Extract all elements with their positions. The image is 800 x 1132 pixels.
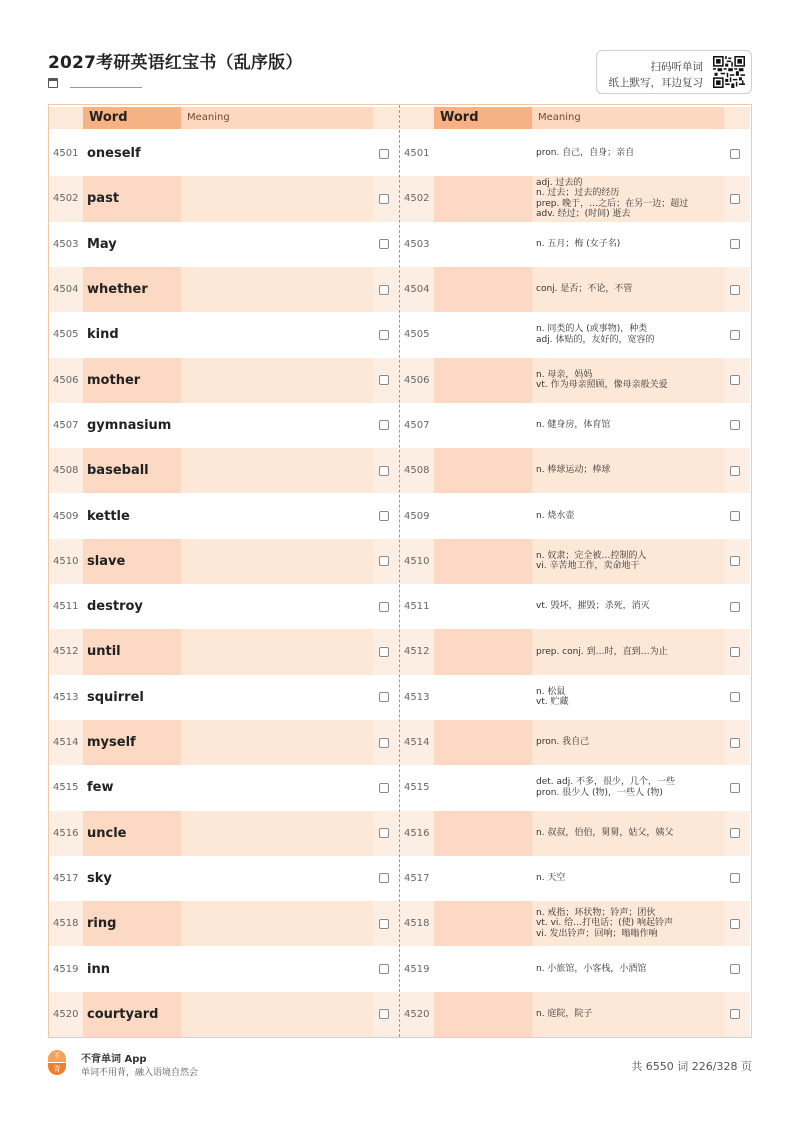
meaning-text: n. 烧水壶 (536, 510, 575, 521)
left-table-row (49, 675, 399, 720)
qr-code-icon[interactable] (713, 56, 745, 88)
right-meaning-header: Meaning (532, 107, 724, 129)
left-table-row (49, 403, 399, 448)
meaning-cell-bg (181, 992, 373, 1037)
meaning-cell-bg (181, 811, 373, 856)
entry-number: 4518 (53, 918, 79, 930)
review-checkbox[interactable] (730, 239, 740, 249)
entry-number: 4515 (53, 782, 79, 794)
review-checkbox[interactable] (730, 149, 740, 159)
review-checkbox[interactable] (730, 466, 740, 476)
review-checkbox[interactable] (379, 1009, 389, 1019)
checkbox-cell (379, 946, 391, 991)
meaning-text: pron. 我自己 (536, 737, 590, 748)
review-checkbox[interactable] (379, 420, 389, 430)
meaning-cell-bg (181, 675, 373, 720)
checkbox-cell (379, 358, 391, 403)
word-cell-bg (434, 176, 532, 221)
checkbox-cell (379, 403, 391, 448)
calendar-icon (48, 78, 58, 88)
left-check-header (373, 107, 399, 129)
word-text: baseball (87, 463, 149, 479)
word-cell-bg (434, 629, 532, 674)
left-table-row (49, 992, 399, 1037)
entry-number: 4506 (53, 374, 79, 386)
qr-caption-line1: 扫码听单词 (650, 61, 703, 73)
right-table-row (400, 811, 750, 856)
word-text: until (87, 644, 121, 660)
entry-number: 4507 (404, 419, 430, 431)
review-checkbox[interactable] (730, 738, 740, 748)
meaning-text: n. 松鼠 vt. 贮藏 (536, 686, 569, 708)
checkbox-cell (730, 312, 742, 357)
entry-number: 4520 (53, 1008, 79, 1020)
meaning-text: n. 棒球运动；棒球 (536, 465, 611, 476)
review-checkbox[interactable] (730, 647, 740, 657)
review-checkbox[interactable] (730, 511, 740, 521)
review-checkbox[interactable] (379, 149, 389, 159)
meaning-cell-bg (181, 765, 373, 810)
word-cell-bg (434, 539, 532, 584)
entry-number: 4516 (53, 827, 79, 839)
review-checkbox[interactable] (379, 647, 389, 657)
entry-number: 4511 (404, 601, 430, 613)
right-table-row (400, 176, 750, 221)
right-table-row (400, 720, 750, 765)
review-checkbox[interactable] (379, 330, 389, 340)
left-meaning-header: Meaning (181, 107, 373, 129)
meaning-text: prep. conj. 到…时，直到…为止 (536, 646, 668, 657)
page-footer (48, 1050, 752, 1080)
meaning-cell-bg (181, 493, 373, 538)
review-checkbox[interactable] (730, 1009, 740, 1019)
word-cell-bg (434, 584, 532, 629)
review-checkbox[interactable] (379, 511, 389, 521)
right-table-row (400, 675, 750, 720)
word-text: mother (87, 372, 141, 388)
word-cell-bg (434, 493, 532, 538)
checkbox-cell (730, 765, 742, 810)
right-table-row (400, 584, 750, 629)
checkbox-cell (730, 403, 742, 448)
review-checkbox[interactable] (730, 873, 740, 883)
review-checkbox[interactable] (379, 873, 389, 883)
checkbox-cell (379, 176, 391, 221)
checkbox-cell (730, 629, 742, 674)
page-header (48, 48, 752, 98)
right-table-row (400, 358, 750, 403)
right-table-row (400, 448, 750, 493)
left-table-row (49, 811, 399, 856)
entry-number: 4503 (404, 238, 430, 250)
checkbox-cell (730, 358, 742, 403)
right-table-row (400, 946, 750, 991)
checkbox-cell (730, 992, 742, 1037)
review-checkbox[interactable] (379, 828, 389, 838)
meaning-text: n. 庭院，院子 (536, 1009, 593, 1020)
right-table-row (400, 856, 750, 901)
right-table-row (400, 403, 750, 448)
word-text: kind (87, 327, 119, 343)
checkbox-cell (730, 131, 742, 176)
checkbox-cell (379, 312, 391, 357)
right-word-header: Word (434, 107, 532, 129)
review-checkbox[interactable] (379, 466, 389, 476)
left-table-row (49, 901, 399, 946)
left-table-row (49, 720, 399, 765)
review-checkbox[interactable] (730, 285, 740, 295)
review-checkbox[interactable] (379, 285, 389, 295)
meaning-text: pron. 自己，自身；亲自 (536, 148, 635, 159)
checkbox-cell (379, 584, 391, 629)
entry-number: 4503 (53, 238, 79, 250)
entry-number: 4506 (404, 374, 430, 386)
word-cell-bg (434, 856, 532, 901)
right-table-row (400, 629, 750, 674)
checkbox-cell (379, 901, 391, 946)
word-text: oneself (87, 146, 141, 162)
right-number-header (400, 107, 434, 129)
word-text: few (87, 780, 114, 796)
review-checkbox[interactable] (379, 194, 389, 204)
entry-number: 4516 (404, 827, 430, 839)
left-table-row (49, 448, 399, 493)
review-checkbox[interactable] (730, 919, 740, 929)
date-row (48, 78, 142, 88)
meaning-cell-bg (181, 403, 373, 448)
right-table-row (400, 901, 750, 946)
meaning-cell-bg (181, 901, 373, 946)
logo-top-glyph: 不 (48, 1050, 66, 1062)
page-info: 共 6550 词 226/328 页 (631, 1060, 752, 1073)
entry-number: 4508 (53, 465, 79, 477)
meaning-cell-bg (181, 267, 373, 312)
word-text: ring (87, 916, 117, 932)
entry-number: 4504 (53, 284, 79, 296)
review-checkbox[interactable] (730, 375, 740, 385)
word-cell-bg (434, 946, 532, 991)
vocab-table (48, 104, 752, 1038)
meaning-text: n. 五月；梅 (女子名) (536, 238, 621, 249)
checkbox-cell (730, 222, 742, 267)
word-text: kettle (87, 508, 130, 524)
left-table-row (49, 629, 399, 674)
checkbox-cell (379, 856, 391, 901)
checkbox-cell (379, 629, 391, 674)
left-table-row (49, 176, 399, 221)
checkbox-cell (379, 539, 391, 584)
left-table-row (49, 267, 399, 312)
word-cell-bg (434, 403, 532, 448)
left-table-row (49, 584, 399, 629)
meaning-cell-bg (181, 176, 373, 221)
checkbox-cell (730, 448, 742, 493)
left-table-row (49, 765, 399, 810)
entry-number: 4504 (404, 284, 430, 296)
word-cell-bg (434, 992, 532, 1037)
word-text: squirrel (87, 689, 144, 705)
entry-number: 4519 (53, 963, 79, 975)
meaning-text: n. 叔叔，伯伯，舅舅，姑父，姨父 (536, 827, 674, 838)
word-text: uncle (87, 825, 127, 841)
entry-number: 4519 (404, 963, 430, 975)
word-cell-bg (434, 811, 532, 856)
qr-panel (596, 50, 752, 94)
checkbox-cell (379, 765, 391, 810)
date-blank-line (70, 87, 142, 88)
left-table-row (49, 312, 399, 357)
entry-number: 4505 (404, 329, 430, 341)
meaning-cell-bg (181, 222, 373, 267)
checkbox-cell (379, 222, 391, 267)
review-checkbox[interactable] (730, 194, 740, 204)
review-checkbox[interactable] (730, 783, 740, 793)
meaning-text: n. 戒指；环状物；铃声；团伙 vt. vi. 给…打电话；(使) 响起铃声 vi. 发出铃声；回响；嗡嗡作响 (536, 907, 674, 939)
word-text: destroy (87, 599, 143, 615)
word-text: whether (87, 282, 148, 298)
app-slogan: 单词不用背，融入语境自然会 (81, 1068, 199, 1078)
meaning-cell-bg (181, 629, 373, 674)
meaning-cell-bg (181, 539, 373, 584)
meaning-text: n. 天空 (536, 873, 566, 884)
left-table-row (49, 131, 399, 176)
meaning-text: n. 母亲，妈妈 vt. 作为母亲照顾，像母亲般关爱 (536, 369, 668, 391)
word-cell-bg (434, 765, 532, 810)
meaning-text: det. adj. 不多，很少，几个，一些 pron. 很少人 (物)，一些人 (物) (536, 777, 675, 798)
word-column-panel (49, 105, 399, 1037)
meaning-text: n. 奴隶；完全被…控制的人 vi. 辛苦地工作，卖命地干 (536, 550, 647, 572)
entry-number: 4513 (53, 691, 79, 703)
entry-number: 4502 (404, 193, 430, 205)
right-check-header (724, 107, 750, 129)
entry-number: 4513 (404, 691, 430, 703)
word-text: past (87, 191, 120, 207)
review-checkbox[interactable] (379, 783, 389, 793)
left-table-row (49, 856, 399, 901)
review-checkbox[interactable] (379, 964, 389, 974)
left-word-header: Word (83, 107, 181, 129)
page-title: 2027考研英语红宝书（乱序版） (48, 53, 303, 73)
meaning-text: n. 同类的人 (或事物)，种类 adj. 体贴的，友好的，宽容的 (536, 324, 655, 345)
entry-number: 4518 (404, 918, 430, 930)
entry-number: 4512 (53, 646, 79, 658)
entry-number: 4510 (53, 555, 79, 567)
review-checkbox[interactable] (379, 692, 389, 702)
entry-number: 4514 (53, 737, 79, 749)
word-text: gymnasium (87, 417, 172, 433)
right-table-row (400, 131, 750, 176)
left-table-row (49, 222, 399, 267)
checkbox-cell (379, 811, 391, 856)
checkbox-cell (730, 493, 742, 538)
entry-number: 4520 (404, 1008, 430, 1020)
review-checkbox[interactable] (730, 692, 740, 702)
checkbox-cell (379, 675, 391, 720)
word-cell-bg (434, 131, 532, 176)
entry-number: 4501 (53, 148, 79, 160)
left-table-row (49, 539, 399, 584)
right-table-row (400, 222, 750, 267)
checkbox-cell (730, 946, 742, 991)
entry-number: 4507 (53, 419, 79, 431)
left-table-row (49, 946, 399, 991)
review-checkbox[interactable] (379, 375, 389, 385)
entry-number: 4505 (53, 329, 79, 341)
right-table-row (400, 267, 750, 312)
review-checkbox[interactable] (379, 738, 389, 748)
word-cell-bg (434, 222, 532, 267)
entry-number: 4509 (404, 510, 430, 522)
entry-number: 4510 (404, 555, 430, 567)
checkbox-cell (379, 131, 391, 176)
checkbox-cell (730, 856, 742, 901)
checkbox-cell (379, 720, 391, 765)
review-checkbox[interactable] (730, 420, 740, 430)
entry-number: 4509 (53, 510, 79, 522)
entry-number: 4512 (404, 646, 430, 658)
left-number-header (49, 107, 83, 129)
meaning-cell-bg (181, 131, 373, 176)
meaning-cell-bg (181, 856, 373, 901)
checkbox-cell (379, 448, 391, 493)
checkbox-cell (730, 811, 742, 856)
checkbox-cell (730, 176, 742, 221)
entry-number: 4501 (404, 148, 430, 160)
word-cell-bg (434, 267, 532, 312)
meaning-cell-bg (181, 358, 373, 403)
review-checkbox[interactable] (379, 556, 389, 566)
meaning-cell-bg (181, 720, 373, 765)
meaning-text: vt. 毁坏，摧毁；杀死，消灭 (536, 601, 650, 612)
word-cell-bg (434, 358, 532, 403)
meaning-text: adj. 过去的 n. 过去；过去的经历 prep. 晚于，…之后；在另一边；超过 adv. 经过；(时间) 逝去 (536, 177, 689, 220)
word-cell-bg (434, 312, 532, 357)
meaning-text: conj. 是否；不论，不管 (536, 284, 633, 295)
right-table-row (400, 312, 750, 357)
checkbox-cell (730, 675, 742, 720)
entry-number: 4517 (404, 872, 430, 884)
review-checkbox[interactable] (730, 602, 740, 612)
word-text: sky (87, 870, 112, 886)
meaning-cell-bg (181, 312, 373, 357)
entry-number: 4514 (404, 737, 430, 749)
word-text: slave (87, 553, 126, 569)
entry-number: 4515 (404, 782, 430, 794)
word-cell-bg (434, 448, 532, 493)
review-checkbox[interactable] (730, 828, 740, 838)
checkbox-cell (379, 493, 391, 538)
review-checkbox[interactable] (379, 239, 389, 249)
meaning-text: n. 小旅馆，小客栈，小酒馆 (536, 963, 647, 974)
left-table-row (49, 493, 399, 538)
checkbox-cell (730, 267, 742, 312)
entry-number: 4517 (53, 872, 79, 884)
left-table-row (49, 358, 399, 403)
right-table-row (400, 539, 750, 584)
entry-number: 4511 (53, 601, 79, 613)
checkbox-cell (730, 539, 742, 584)
word-cell-bg (434, 901, 532, 946)
right-table-row (400, 765, 750, 810)
checkbox-cell (730, 584, 742, 629)
meaning-column-panel (400, 105, 750, 1037)
meaning-cell-bg (181, 448, 373, 493)
review-checkbox[interactable] (730, 330, 740, 340)
app-logo (48, 1050, 70, 1076)
review-checkbox[interactable] (730, 556, 740, 566)
logo-bottom-glyph: 背 (48, 1063, 66, 1075)
entry-number: 4508 (404, 465, 430, 477)
meaning-cell-bg (181, 946, 373, 991)
review-checkbox[interactable] (379, 602, 389, 612)
checkbox-cell (730, 720, 742, 765)
word-cell-bg (434, 720, 532, 765)
right-table-row (400, 992, 750, 1037)
meaning-cell-bg (181, 584, 373, 629)
entry-number: 4502 (53, 193, 79, 205)
checkbox-cell (379, 992, 391, 1037)
qr-caption-line2: 纸上默写，耳边复习 (608, 77, 703, 89)
checkbox-cell (730, 901, 742, 946)
word-text: May (87, 236, 117, 252)
review-checkbox[interactable] (379, 919, 389, 929)
meaning-text: n. 健身房，体育馆 (536, 420, 611, 431)
word-text: inn (87, 961, 110, 977)
right-table-row (400, 493, 750, 538)
review-checkbox[interactable] (730, 964, 740, 974)
word-text: myself (87, 735, 136, 751)
app-name: 不背单词 App (81, 1054, 147, 1065)
word-text: courtyard (87, 1006, 159, 1022)
word-cell-bg (434, 675, 532, 720)
checkbox-cell (379, 267, 391, 312)
